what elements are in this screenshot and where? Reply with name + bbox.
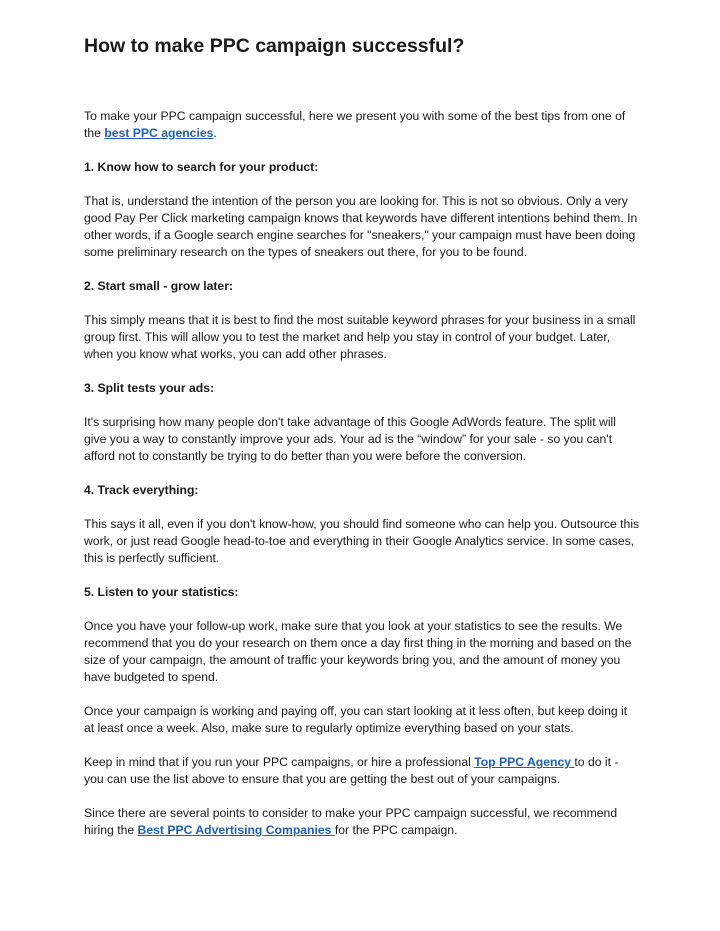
agency-text-before: Keep in mind that if you run your PPC campaigns, or hire a professional (84, 755, 475, 769)
paragraph-top-agency (84, 754, 640, 788)
closing-text-before: Since there are several points to consider to make your PPC campaign successful, we recommend hiring the (84, 806, 618, 837)
intro-text-before: To make your PPC campaign successful, here we present you with some of the best tips from one of the (84, 109, 626, 140)
section-heading-4: 4. Track everything: (84, 483, 199, 497)
intro-paragraph (84, 108, 640, 142)
section-body-2: This simply means that it is best to find the most suitable keyword phrases for your business in a small group first. This will allow you to test the market and help you stay in control of your budget. Later, when you know what works, you can add other phrases. (84, 313, 636, 361)
closing-text-after: for the PPC campaign. (334, 823, 458, 837)
top-ppc-agency-link[interactable]: Top PPC Agency (474, 755, 575, 769)
best-ppc-agencies-link[interactable]: best PPC agencies (104, 126, 214, 140)
section-heading-1: 1. Know how to search for your product: (84, 160, 319, 174)
section-body-3: It's surprising how many people don't take advantage of this Google AdWords feature. The split will give you a way to constantly improve your ads. Your ad is the “window” for your sale - so you can't afford not to constantly be trying to do better than you were before the conversion. (84, 415, 616, 463)
best-ppc-advertising-companies-link[interactable]: Best PPC Advertising Companies (137, 823, 335, 837)
intro-text-after: . (213, 126, 217, 140)
section-heading-5: 5. Listen to your statistics: (84, 585, 239, 599)
paragraph-check-less-often: Once your campaign is working and paying off, you can start looking at it less often, but keep doing it at least once a week. Also, make sure to regularly optimize everything based on your stats. (84, 704, 628, 735)
section-heading-2: 2. Start small - grow later: (84, 279, 233, 293)
section-body-5: Once you have your follow-up work, make sure that you look at your statistics to see the results. We recommend that you do your research on them once a day first thing in the morning and based on the size of your campaign, the amount of traffic your keywords bring you, and the amount of money you have budgeted to spend. (84, 619, 632, 684)
section-body-4: This says it all, even if you don't know-how, you should find someone who can help you. Outsource this work, or just read Google head-to-toe and everything in their Google Analytics service. In some cases, this is perfectly sufficient. (84, 517, 640, 565)
page-title: How to make PPC campaign successful? (84, 35, 465, 57)
paragraph-closing (84, 805, 640, 839)
agency-text-after: to do it - you can use the list above to ensure that you are getting the best out of your campaigns. (84, 755, 619, 786)
section-body-1: That is, understand the intention of the person you are looking for. This is not so obvious. Only a very good Pay Per Click marketing campaign knows that keywords have different intentions behind them. In other words, if a Google search engine searches for "sneakers," your campaign must have been doing some preliminary research on the types of sneakers out there, for you to be found. (84, 194, 638, 259)
section-heading-3: 3. Split tests your ads: (84, 381, 215, 395)
